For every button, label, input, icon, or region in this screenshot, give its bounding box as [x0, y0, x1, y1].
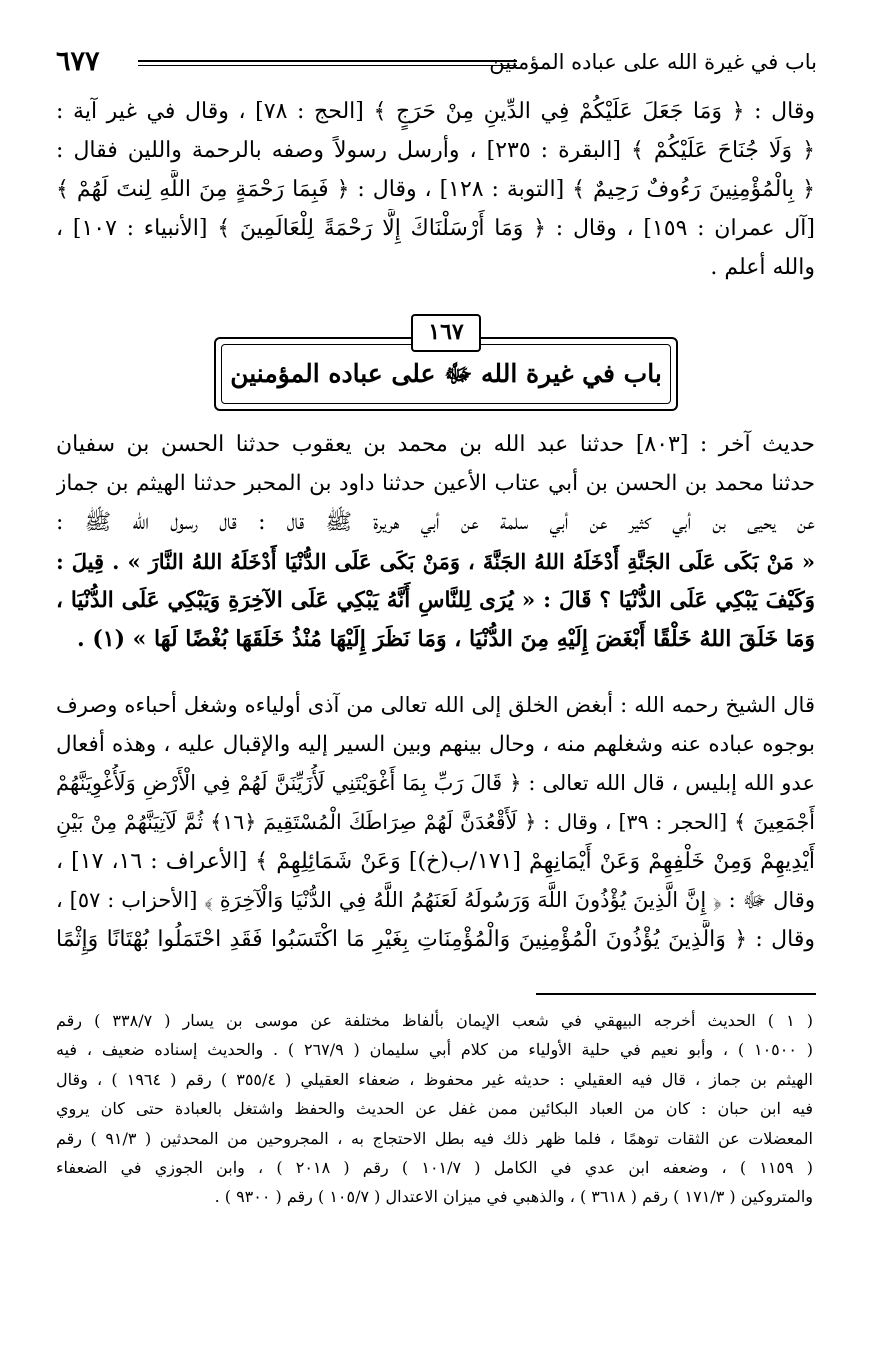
footnotes: [56, 1006, 813, 1212]
text-line: وقال ﷻ : ﴿ إِنَّ الَّذِينَ يُؤْذُونَ اللَّهَ وَرَسُولَهُ لَعَنَهُمُ اللَّهُ فِي الدُّنْيَا وَالْآخِرَةِ ﴾ [الأحزاب : ٥٧] ،: [56, 888, 815, 912]
text-line: حديث آخر : [٨٠٣] حدثنا عبد الله بن محمد بن يعقوب حدثنا الحسن بن سفيان: [56, 432, 815, 457]
footnote-line: ( ١ ) الحديث أخرجه البيهقي في شعب الإيمان بألفاظ مختلفة عن موسى بن يسار ( ٣٣٨/٧ ) رقم: [56, 1011, 813, 1030]
footnote-line: والمتروكين ( ١٧١/٣ ) رقم ( ٣٦١٨ ) ، والذهبي في ميزان الاعتدال ( ١٠٥/٧ ) رقم ( ٩٣٠٠ ) .: [214, 1187, 813, 1207]
text-line: وقال : ﴿ وَمَا جَعَلَ عَلَيْكُمْ فِي الدِّينِ مِنْ حَرَجٍ ﴾ [الحج : ٧٨] ، وقال في غير آية :: [56, 99, 815, 124]
running-title: باب في غيرة الله على عباده المؤمنين: [489, 50, 817, 74]
text-line: والله أعلم .: [710, 255, 815, 280]
text-line: ﴿ وَلَا جُنَاحَ عَلَيْكُمْ ﴾ [البقرة : ٢٣٥] ، وأرسل رسولاً وصفه بالرحمة واللين فقال :: [56, 138, 815, 163]
intro-paragraph: [56, 92, 815, 287]
text-line: عن يحيى بن أبي كثير عن أبي سلمة عن أبي هريرة ﷺ قال : قال رسول الله ﷺ :: [56, 510, 815, 535]
hadith-paragraph: [56, 425, 815, 659]
text-line: قال الشيخ رحمه الله : أبغض الخلق إلى الله تعالى من آذى أولياءه وشغل أحباءه وصرف: [56, 693, 815, 717]
footnote-line: ( ١٠٥٠٠ ) ، وأبو نعيم في حلية الأولياء من كلام أبي سليمان ( ٢٦٧/٩ ) . والحديث إسناده ضعيف ، فيه: [56, 1040, 813, 1060]
text-line: حدثنا محمد بن الحسن بن أبي عتاب الأعين حدثنا داود بن المحبر حدثنا الهيثم بن جماز: [56, 471, 815, 496]
text-line: بوجوه عباده عنه وشغلهم منه ، وحال بينهم وبين السير إليه والإقبال عليه ، وهذه أفعال: [56, 732, 815, 757]
text-line: أَيْدِيهِمْ وَمِنْ خَلْفِهِمْ وَعَنْ أَيْمَانِهِمْ [١٧١/ب(خ)] وَعَنْ شَمَائِلِهِمْ ﴾ [الأعراف : ١٦، ١٧] ،: [56, 849, 815, 874]
chapter-number-badge: ١٦٧: [411, 314, 481, 352]
text-line: وَمَا خَلَقَ اللهُ خَلْقًا أَبْغَضَ إِلَيْهِ مِنَ الدُّنْيَا ، وَمَا نَظَرَ إِلَيْهَا مُنْذُ خَلَقَهَا بُغْضًا لَهَا » (١) .: [77, 626, 815, 652]
text-line: « مَنْ بَكَى عَلَى الجَنَّةِ أَدْخَلَهُ اللهُ الجَنَّةَ ، وَمَنْ بَكَى عَلَى الدُّنْيَا أَدْخَلَهُ اللهُ النَّارَ » . قِيلَ :: [56, 549, 815, 574]
text-line: [آل عمران : ١٥٩] ، وقال : ﴿ وَمَا أَرْسَلْنَاكَ إِلَّا رَحْمَةً لِلْعَالَمِينَ ﴾ [الأنبياء : ١٠٧] ،: [56, 216, 815, 241]
text-line: ﴿ بِالْمُؤْمِنِينَ رَءُوفٌ رَحِيمٌ ﴾ [التوبة : ١٢٨] ، وقال : ﴿ فَبِمَا رَحْمَةٍ مِنَ اللَّهِ لِنتَ لَهُمْ ﴾: [56, 177, 815, 202]
footnote-line: المعضلات عن الثقات توهمًا ، فلما ظهر ذلك فيه بطل الاحتجاج به ، المجروحين من المحدثين ( ٩١/٣ ) رقم: [56, 1128, 813, 1148]
text-line: وقال : ﴿ وَالَّذِينَ يُؤْذُونَ الْمُؤْمِنِينَ وَالْمُؤْمِنَاتِ بِغَيْرِ مَا اكْتَسَبُوا فَقَدِ احْتَمَلُوا بُهْتَانًا وَإِثْمًا: [56, 927, 815, 952]
page-header: [56, 46, 817, 80]
text-line: أَجْمَعِينَ ﴾ [الحجر : ٣٩] ، وقال : ﴿ لَأَقْعُدَنَّ لَهُمْ صِرَاطَكَ الْمُسْتَقِيمَ ﴿١٦﴾ ثُمَّ لَآتِيَنَّهُمْ مِنْ بَيْنِ: [56, 810, 815, 834]
page-number: ٦٧٧: [56, 46, 100, 77]
footnote-line: الهيثم بن جماز ، قال فيه العقيلي : حديثه غير محفوظ ، ضعفاء العقيلي ( ٣٥٥/٤ ) رقم ( ١٩٦٤ ) ، وقال: [56, 1069, 813, 1089]
footnote-line: ( ١١٥٩ ) ، وضعفه ابن عدي في الكامل ( ١٠١/٧ ) رقم ( ٢٠١٨ ) ، وابن الجوزي في الضعفاء: [56, 1157, 813, 1177]
chapter-title: باب في غيرة الله ﷻ على عباده المؤمنين: [221, 344, 671, 404]
footnote-separator: [536, 993, 816, 995]
header-rule: [138, 60, 517, 66]
text-line: عدو الله إبليس ، قال الله تعالى : ﴿ قَالَ رَبِّ بِمَا أَغْوَيْتَنِي لَأُزَيِّنَنَّ لَهُمْ فِي الْأَرْضِ وَلَأُغْوِيَنَّهُمْ: [56, 771, 815, 795]
sheikh-paragraph: [56, 686, 815, 959]
text-line: وَكَيْفَ يَبْكِي عَلَى الدُّنْيَا ؟ قَالَ : « يُرَى لِلنَّاسِ أَنَّهُ يَبْكِي عَلَى الآخِرَةِ وَيَبْكِي عَلَى الدُّنْيَا ،: [56, 588, 815, 613]
footnote-line: فيه ابن حبان : كان من العباد البكائين ممن غفل عن الحديث والحفظ واشتغل بالعبادة حتى كان يروي: [56, 1099, 813, 1119]
